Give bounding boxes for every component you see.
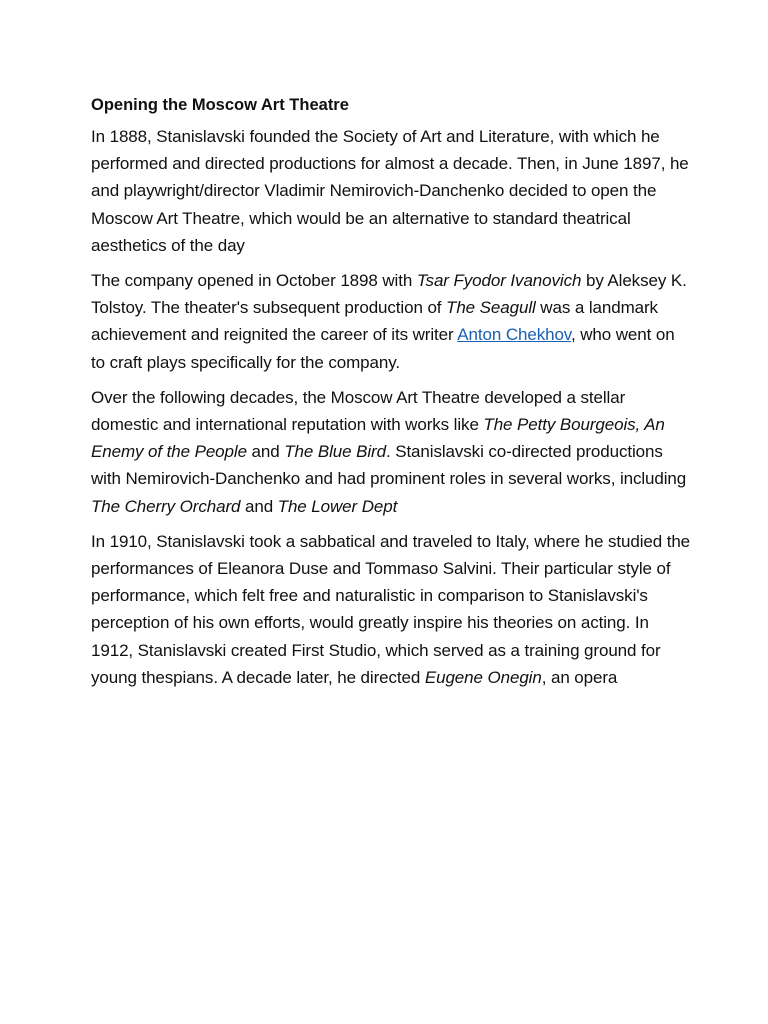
document-page [91,93,691,699]
paragraph-1-text: In 1888, Stanislavski founded the Society of Art and Literature, with which he performed and directed productions for almost a decade. Then, in June 1897, he and playwright/director Vladimir Nemirovich-Danchenko decided to open the Moscow Art Theatre, which would be an alternative to standard theatrical aesthetics of the day [91,127,689,255]
paragraph-3-text-3: . Stanislavski co-directed productions with Nemirovich-Danchenko and had prominent roles in several works, including [91,442,687,489]
work-title-lower-dept: The Lower Dept [277,496,398,516]
paragraph-2-text-4: , who went on to craft plays specifically for the company. [91,325,675,372]
paragraph-2 [91,267,691,376]
work-title-seagull: The Seagull [446,298,536,318]
work-title-cherry-orchard: The Cherry Orchard [91,496,241,516]
work-title-petty-bourgeois: The Petty Bourgeois, An Enemy of the People [91,415,665,462]
paragraph-2-text-2: by Aleksey K. Tolstoy. The theater's subsequent production of [91,271,687,318]
paragraph-1 [91,123,691,259]
paragraph-3 [91,384,691,520]
paragraph-2-text-1: The company opened in October 1898 with [91,271,417,291]
work-title-blue-bird: The Blue Bird [284,442,386,462]
paragraph-4 [91,528,691,691]
paragraph-3-text-4: and [240,496,278,516]
paragraph-4-text-1: In 1910, Stanislavski took a sabbatical and traveled to Italy, where he studied the performances of Eleanora Duse and Tommaso Salvini. Their particular style of performance, which felt free and naturalistic in comparison to Stanislavski's perception of his own efforts, would greatly inspire his theories on acting. In 1912, Stanislavski created First Studio, which served as a training ground for young thespians. A decade later, he directed [91,531,691,687]
work-title-tsar-fyodor: Tsar Fyodor Ivanovich [416,271,582,291]
paragraph-4-text-2: , an opera [541,667,618,687]
paragraph-3-text-2: and [246,442,285,462]
paragraph-2-text-3: was a landmark achievement and reignited the career of its writer [91,298,658,345]
paragraph-3-text-1: Over the following decades, the Moscow Art Theatre developed a stellar domestic and international reputation with works like [91,387,626,435]
section-heading: Opening the Moscow Art Theatre [91,96,349,114]
anton-chekhov-link[interactable]: Anton Chekhov [457,325,571,345]
work-title-eugene-onegin: Eugene Onegin [424,667,542,687]
